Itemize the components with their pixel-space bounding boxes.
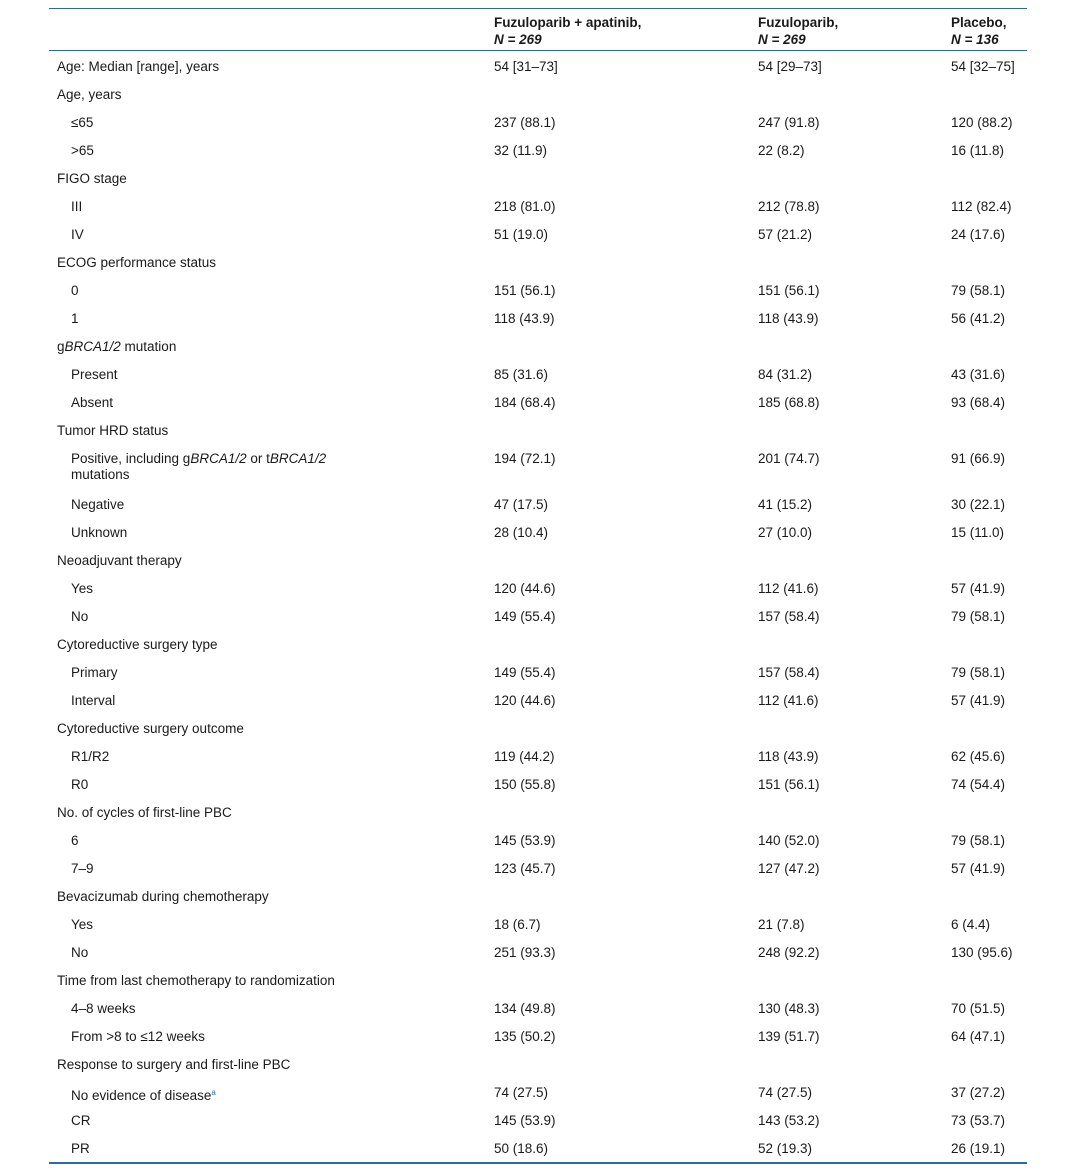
cell-placebo: 79 (58.1)	[951, 609, 1006, 624]
table-row	[49, 797, 1027, 825]
cell-placebo: 93 (68.4)	[951, 395, 1006, 410]
table-row	[49, 517, 1027, 545]
cell-placebo: 120 (88.2)	[951, 115, 1013, 130]
cell-fuzuloparib-apatinib: 123 (45.7)	[494, 861, 556, 876]
row-label: No	[71, 609, 89, 624]
row-label: Unknown	[71, 525, 128, 540]
row-label: Primary	[71, 665, 118, 680]
table-row	[49, 79, 1027, 107]
cell-placebo: 79 (58.1)	[951, 665, 1006, 680]
table-row	[49, 275, 1027, 303]
header-fuzuloparib: Fuzuloparib, N = 269	[758, 15, 839, 47]
cell-placebo: 56 (41.2)	[951, 311, 1006, 326]
cell-fuzuloparib: 212 (78.8)	[758, 199, 820, 214]
cell-fuzuloparib: 143 (53.2)	[758, 1113, 820, 1128]
row-label: Positive, including gBRCA1/2 or tBRCA1/2 mutations	[71, 451, 327, 482]
cell-placebo: 54 [32–75]	[951, 59, 1015, 74]
cell-placebo: 16 (11.8)	[951, 143, 1005, 158]
cell-fuzuloparib: 27 (10.0)	[758, 525, 813, 540]
row-label: 6	[71, 833, 79, 848]
table-row	[49, 1021, 1027, 1049]
cell-placebo: 37 (27.2)	[951, 1085, 1006, 1100]
row-label: CR	[71, 1113, 91, 1128]
row-label: ECOG performance status	[57, 255, 217, 270]
row-label: Bevacizumab during chemotherapy	[57, 889, 269, 904]
cell-fuzuloparib: 127 (47.2)	[758, 861, 820, 876]
row-label: No. of cycles of first-line PBC	[57, 805, 232, 820]
row-label: Time from last chemotherapy to randomization	[57, 973, 335, 988]
table-row	[49, 443, 1027, 489]
table-row	[49, 163, 1027, 191]
table-row	[49, 629, 1027, 657]
cell-placebo: 57 (41.9)	[951, 693, 1006, 708]
table-row	[49, 965, 1027, 993]
cell-fuzuloparib-apatinib: 194 (72.1)	[494, 451, 556, 466]
cell-fuzuloparib: 112 (41.6)	[758, 693, 819, 708]
table-row	[49, 1105, 1027, 1133]
row-label: Yes	[71, 917, 94, 932]
cell-fuzuloparib-apatinib: 149 (55.4)	[494, 665, 556, 680]
cell-fuzuloparib: 84 (31.2)	[758, 367, 813, 382]
cell-fuzuloparib-apatinib: 184 (68.4)	[494, 395, 556, 410]
table-row	[49, 685, 1027, 713]
cell-fuzuloparib: 157 (58.4)	[758, 665, 820, 680]
row-label: From >8 to ≤12 weeks	[71, 1029, 205, 1044]
cell-placebo: 24 (17.6)	[951, 227, 1006, 242]
row-label: No	[71, 945, 89, 960]
table-row	[49, 191, 1027, 219]
cell-placebo: 62 (45.6)	[951, 749, 1006, 764]
table-row	[49, 713, 1027, 741]
table-row	[49, 219, 1027, 247]
cell-fuzuloparib: 247 (91.8)	[758, 115, 820, 130]
cell-fuzuloparib: 248 (92.2)	[758, 945, 820, 960]
table-header	[49, 9, 1027, 50]
row-label: PR	[71, 1141, 90, 1156]
cell-placebo: 30 (22.1)	[951, 497, 1006, 512]
cell-placebo: 79 (58.1)	[951, 833, 1006, 848]
row-label: >65	[71, 143, 94, 158]
header-fuzuloparib-apatinib: Fuzuloparib + apatinib, N = 269	[494, 15, 642, 47]
table-row	[49, 993, 1027, 1021]
cell-fuzuloparib-apatinib: 135 (50.2)	[494, 1029, 556, 1044]
cell-fuzuloparib: 21 (7.8)	[758, 917, 805, 932]
table-row	[49, 1049, 1027, 1077]
cell-fuzuloparib: 57 (21.2)	[758, 227, 813, 242]
row-label: IV	[71, 227, 84, 242]
table-row	[49, 769, 1027, 797]
cell-fuzuloparib: 118 (43.9)	[758, 311, 819, 326]
table-row	[49, 909, 1027, 937]
cell-placebo: 73 (53.7)	[951, 1113, 1006, 1128]
row-label: gBRCA1/2 mutation	[57, 339, 177, 354]
row-label: 0	[71, 283, 79, 298]
cell-fuzuloparib: 54 [29–73]	[758, 59, 822, 74]
cell-placebo: 112 (82.4)	[951, 199, 1012, 214]
cell-fuzuloparib-apatinib: 118 (43.9)	[494, 311, 555, 326]
cell-fuzuloparib: 201 (74.7)	[758, 451, 820, 466]
row-label: Present	[71, 367, 118, 382]
table-row	[49, 331, 1027, 359]
cell-fuzuloparib-apatinib: 120 (44.6)	[494, 581, 556, 596]
cell-placebo: 43 (31.6)	[951, 367, 1006, 382]
row-label: Absent	[71, 395, 114, 410]
header-placebo: Placebo, N = 136	[951, 15, 1007, 47]
cell-fuzuloparib-apatinib: 120 (44.6)	[494, 693, 556, 708]
cell-fuzuloparib-apatinib: 145 (53.9)	[494, 1113, 556, 1128]
cell-fuzuloparib-apatinib: 18 (6.7)	[494, 917, 541, 932]
row-label: Age: Median [range], years	[57, 59, 220, 74]
cell-fuzuloparib-apatinib: 237 (88.1)	[494, 115, 556, 130]
cell-placebo: 64 (47.1)	[951, 1029, 1006, 1044]
cell-fuzuloparib-apatinib: 134 (49.8)	[494, 1001, 556, 1016]
table-row	[49, 387, 1027, 415]
table-row	[49, 545, 1027, 573]
row-label: R0	[71, 777, 89, 792]
row-label: 4–8 weeks	[71, 1001, 136, 1016]
cell-fuzuloparib-apatinib: 32 (11.9)	[494, 143, 548, 158]
cell-fuzuloparib: 151 (56.1)	[758, 777, 820, 792]
cell-placebo: 74 (54.4)	[951, 777, 1006, 792]
table-row	[49, 741, 1027, 769]
cell-fuzuloparib-apatinib: 150 (55.8)	[494, 777, 556, 792]
cell-fuzuloparib: 157 (58.4)	[758, 609, 820, 624]
cell-placebo: 91 (66.9)	[951, 451, 1006, 466]
table-body	[49, 51, 1027, 1161]
cell-placebo: 15 (11.0)	[951, 525, 1005, 540]
row-label: Age, years	[57, 87, 122, 102]
table-row	[49, 573, 1027, 601]
cell-placebo: 130 (95.6)	[951, 945, 1013, 960]
cell-placebo: 26 (19.1)	[951, 1141, 1006, 1156]
table-row	[49, 489, 1027, 517]
row-label: 1	[71, 311, 79, 326]
cell-fuzuloparib: 130 (48.3)	[758, 1001, 820, 1016]
cell-fuzuloparib-apatinib: 85 (31.6)	[494, 367, 549, 382]
row-label: R1/R2	[71, 749, 110, 764]
cell-placebo: 6 (4.4)	[951, 917, 991, 932]
cell-fuzuloparib-apatinib: 251 (93.3)	[494, 945, 556, 960]
cell-fuzuloparib: 112 (41.6)	[758, 581, 819, 596]
table-row	[49, 657, 1027, 685]
table-bottom-rule	[49, 1162, 1027, 1164]
cell-fuzuloparib: 52 (19.3)	[758, 1141, 813, 1156]
cell-fuzuloparib-apatinib: 145 (53.9)	[494, 833, 556, 848]
table-row	[49, 359, 1027, 387]
row-label: Response to surgery and first-line PBC	[57, 1057, 291, 1072]
row-label: 7–9	[71, 861, 94, 876]
cell-fuzuloparib: 151 (56.1)	[758, 283, 820, 298]
table-row	[49, 853, 1027, 881]
cell-fuzuloparib-apatinib: 50 (18.6)	[494, 1141, 549, 1156]
cell-fuzuloparib: 185 (68.8)	[758, 395, 820, 410]
table-row	[49, 937, 1027, 965]
cell-fuzuloparib-apatinib: 51 (19.0)	[494, 227, 549, 242]
cell-fuzuloparib-apatinib: 74 (27.5)	[494, 1085, 549, 1100]
row-label: ≤65	[71, 115, 94, 130]
table-row	[49, 601, 1027, 629]
cell-fuzuloparib: 118 (43.9)	[758, 749, 819, 764]
cell-fuzuloparib: 74 (27.5)	[758, 1085, 813, 1100]
table-row	[49, 1133, 1027, 1161]
table-row	[49, 303, 1027, 331]
row-label: III	[71, 199, 83, 214]
cell-fuzuloparib-apatinib: 149 (55.4)	[494, 609, 556, 624]
row-label: Negative	[71, 497, 125, 512]
cell-fuzuloparib: 22 (8.2)	[758, 143, 805, 158]
row-label: Tumor HRD status	[57, 423, 169, 438]
table-row	[49, 107, 1027, 135]
table-row	[49, 247, 1027, 275]
row-label: No evidence of disease$^a$	[71, 1088, 216, 1103]
cell-placebo: 57 (41.9)	[951, 581, 1006, 596]
cell-fuzuloparib: 139 (51.7)	[758, 1029, 820, 1044]
cell-fuzuloparib-apatinib: 119 (44.2)	[494, 749, 555, 764]
table-row	[49, 415, 1027, 443]
row-label: FIGO stage	[57, 171, 127, 186]
row-label: Neoadjuvant therapy	[57, 553, 182, 568]
cell-fuzuloparib: 41 (15.2)	[758, 497, 813, 512]
row-label: Yes	[71, 581, 94, 596]
cell-fuzuloparib-apatinib: 28 (10.4)	[494, 525, 549, 540]
row-label: Cytoreductive surgery outcome	[57, 721, 244, 736]
cell-fuzuloparib-apatinib: 218 (81.0)	[494, 199, 556, 214]
table-row	[49, 51, 1027, 79]
row-label: Cytoreductive surgery type	[57, 637, 218, 652]
table-row	[49, 881, 1027, 909]
footnote-marker: a	[211, 1088, 216, 1097]
table-row	[49, 135, 1027, 163]
cell-fuzuloparib: 140 (52.0)	[758, 833, 820, 848]
cell-placebo: 79 (58.1)	[951, 283, 1006, 298]
row-label: Interval	[71, 693, 116, 708]
baseline-characteristics-table	[49, 8, 1027, 1164]
cell-fuzuloparib-apatinib: 151 (56.1)	[494, 283, 556, 298]
table-row	[49, 1077, 1027, 1105]
cell-placebo: 70 (51.5)	[951, 1001, 1006, 1016]
cell-fuzuloparib-apatinib: 54 [31–73]	[494, 59, 558, 74]
table-row	[49, 825, 1027, 853]
cell-placebo: 57 (41.9)	[951, 861, 1006, 876]
cell-fuzuloparib-apatinib: 47 (17.5)	[494, 497, 549, 512]
